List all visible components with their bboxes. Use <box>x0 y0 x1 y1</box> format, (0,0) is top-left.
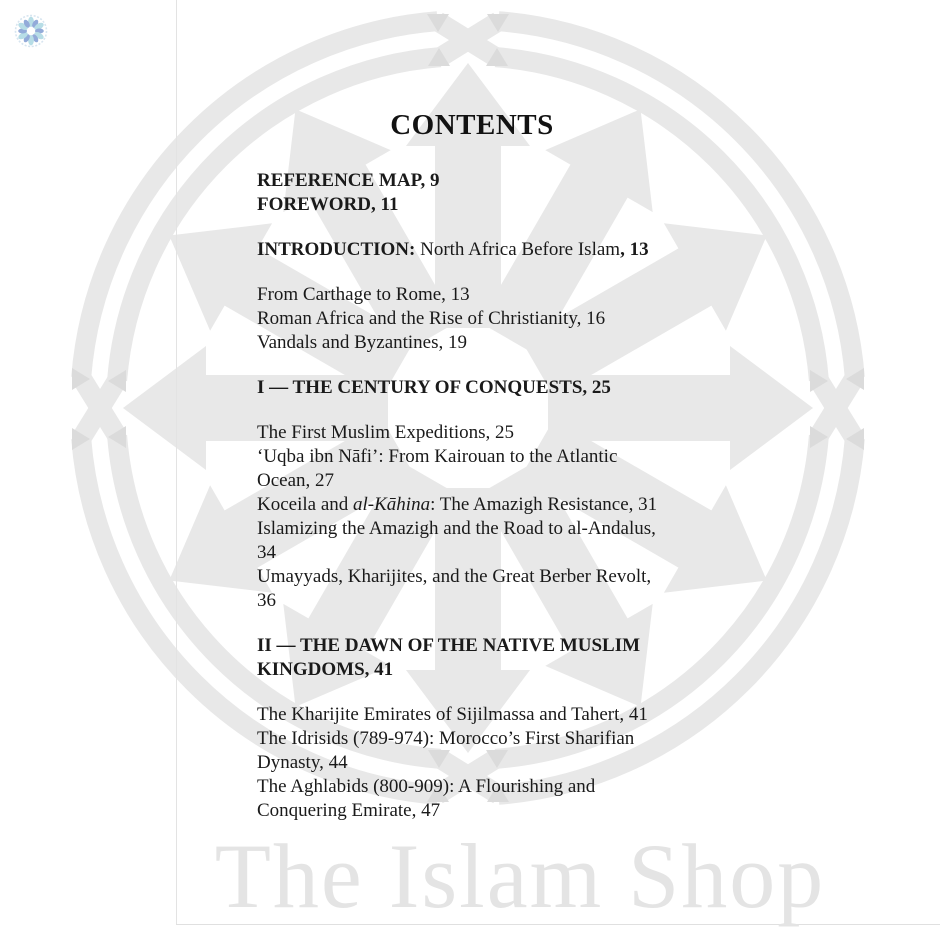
toc-text-run: II — THE DAWN OF THE NATIVE MUSLIM <box>257 635 641 656</box>
toc-line <box>257 169 727 193</box>
toc-text-run: Roman Africa and the Rise of Christianity, 16 <box>257 308 606 329</box>
toc-line <box>257 445 727 469</box>
toc-line <box>257 727 727 751</box>
toc-text-run: Koceila and <box>257 494 354 515</box>
toc-line <box>257 376 727 400</box>
toc-text-run: FOREWORD, 11 <box>257 194 399 215</box>
toc-line <box>257 634 727 658</box>
toc-text-run: The Kharijite Emirates of Sijilmassa and Tahert, 41 <box>257 704 648 725</box>
shop-watermark-text: The Islam Shop <box>214 825 826 927</box>
toc-text-run: Conquering Emirate, 47 <box>257 800 441 821</box>
toc-line <box>257 565 727 589</box>
toc-text-run: The Idrisids (789-974): Morocco’s First Sharifian <box>257 728 635 749</box>
toc-text-run: The Aghlabids (800-909): A Flourishing and <box>257 776 596 797</box>
toc-line <box>257 283 727 307</box>
toc-text-run: Umayyads, Kharijites, and the Great Berber Revolt, <box>257 566 652 587</box>
toc-text-run: Vandals and Byzantines, 19 <box>257 332 468 353</box>
toc-line <box>257 517 727 541</box>
toc-text-run: Islamizing the Amazigh and the Road to al-Andalus, <box>257 518 656 539</box>
toc-text-run: I — THE CENTURY OF CONQUESTS, 25 <box>257 377 611 398</box>
toc-text-run: : The Amazigh Resistance, 31 <box>430 494 658 515</box>
toc-text-run: 34 <box>257 542 276 563</box>
islam-shop-logo-icon <box>14 14 48 48</box>
toc-text-run: INTRODUCTION: <box>257 239 416 260</box>
toc-text-run: ‘Uqba ibn Nāfi’: From Kairouan to the Atlantic <box>257 446 618 467</box>
toc-text-run: KINGDOMS, 41 <box>257 659 394 680</box>
toc-text-run: , 13 <box>620 239 649 260</box>
toc-line <box>257 658 727 682</box>
toc-text-run: From Carthage to Rome, 13 <box>257 284 470 305</box>
toc-text-run: REFERENCE MAP, 9 <box>257 170 440 191</box>
toc-line <box>257 799 727 823</box>
toc-line <box>257 751 727 775</box>
toc-line <box>257 775 727 799</box>
toc-line <box>257 589 727 613</box>
toc-text-run: North Africa Before Islam <box>415 239 621 260</box>
toc-text-run: 36 <box>257 590 276 611</box>
toc-line <box>257 193 727 217</box>
toc-line <box>257 238 727 262</box>
page-title: CONTENTS <box>390 109 554 142</box>
toc-line <box>257 469 727 493</box>
toc-text-run: The First Muslim Expeditions, 25 <box>257 422 515 443</box>
toc-line <box>257 307 727 331</box>
toc-text-run: Dynasty, 44 <box>257 752 348 773</box>
toc-line <box>257 331 727 355</box>
toc-list <box>257 169 727 823</box>
toc-line <box>257 421 727 445</box>
toc-line <box>257 541 727 565</box>
toc-text-run: Ocean, 27 <box>257 470 335 491</box>
page-left-edge-line <box>176 0 177 924</box>
toc-line <box>257 703 727 727</box>
toc-text-run: al-Kāhina <box>353 494 431 515</box>
toc-line <box>257 493 727 517</box>
